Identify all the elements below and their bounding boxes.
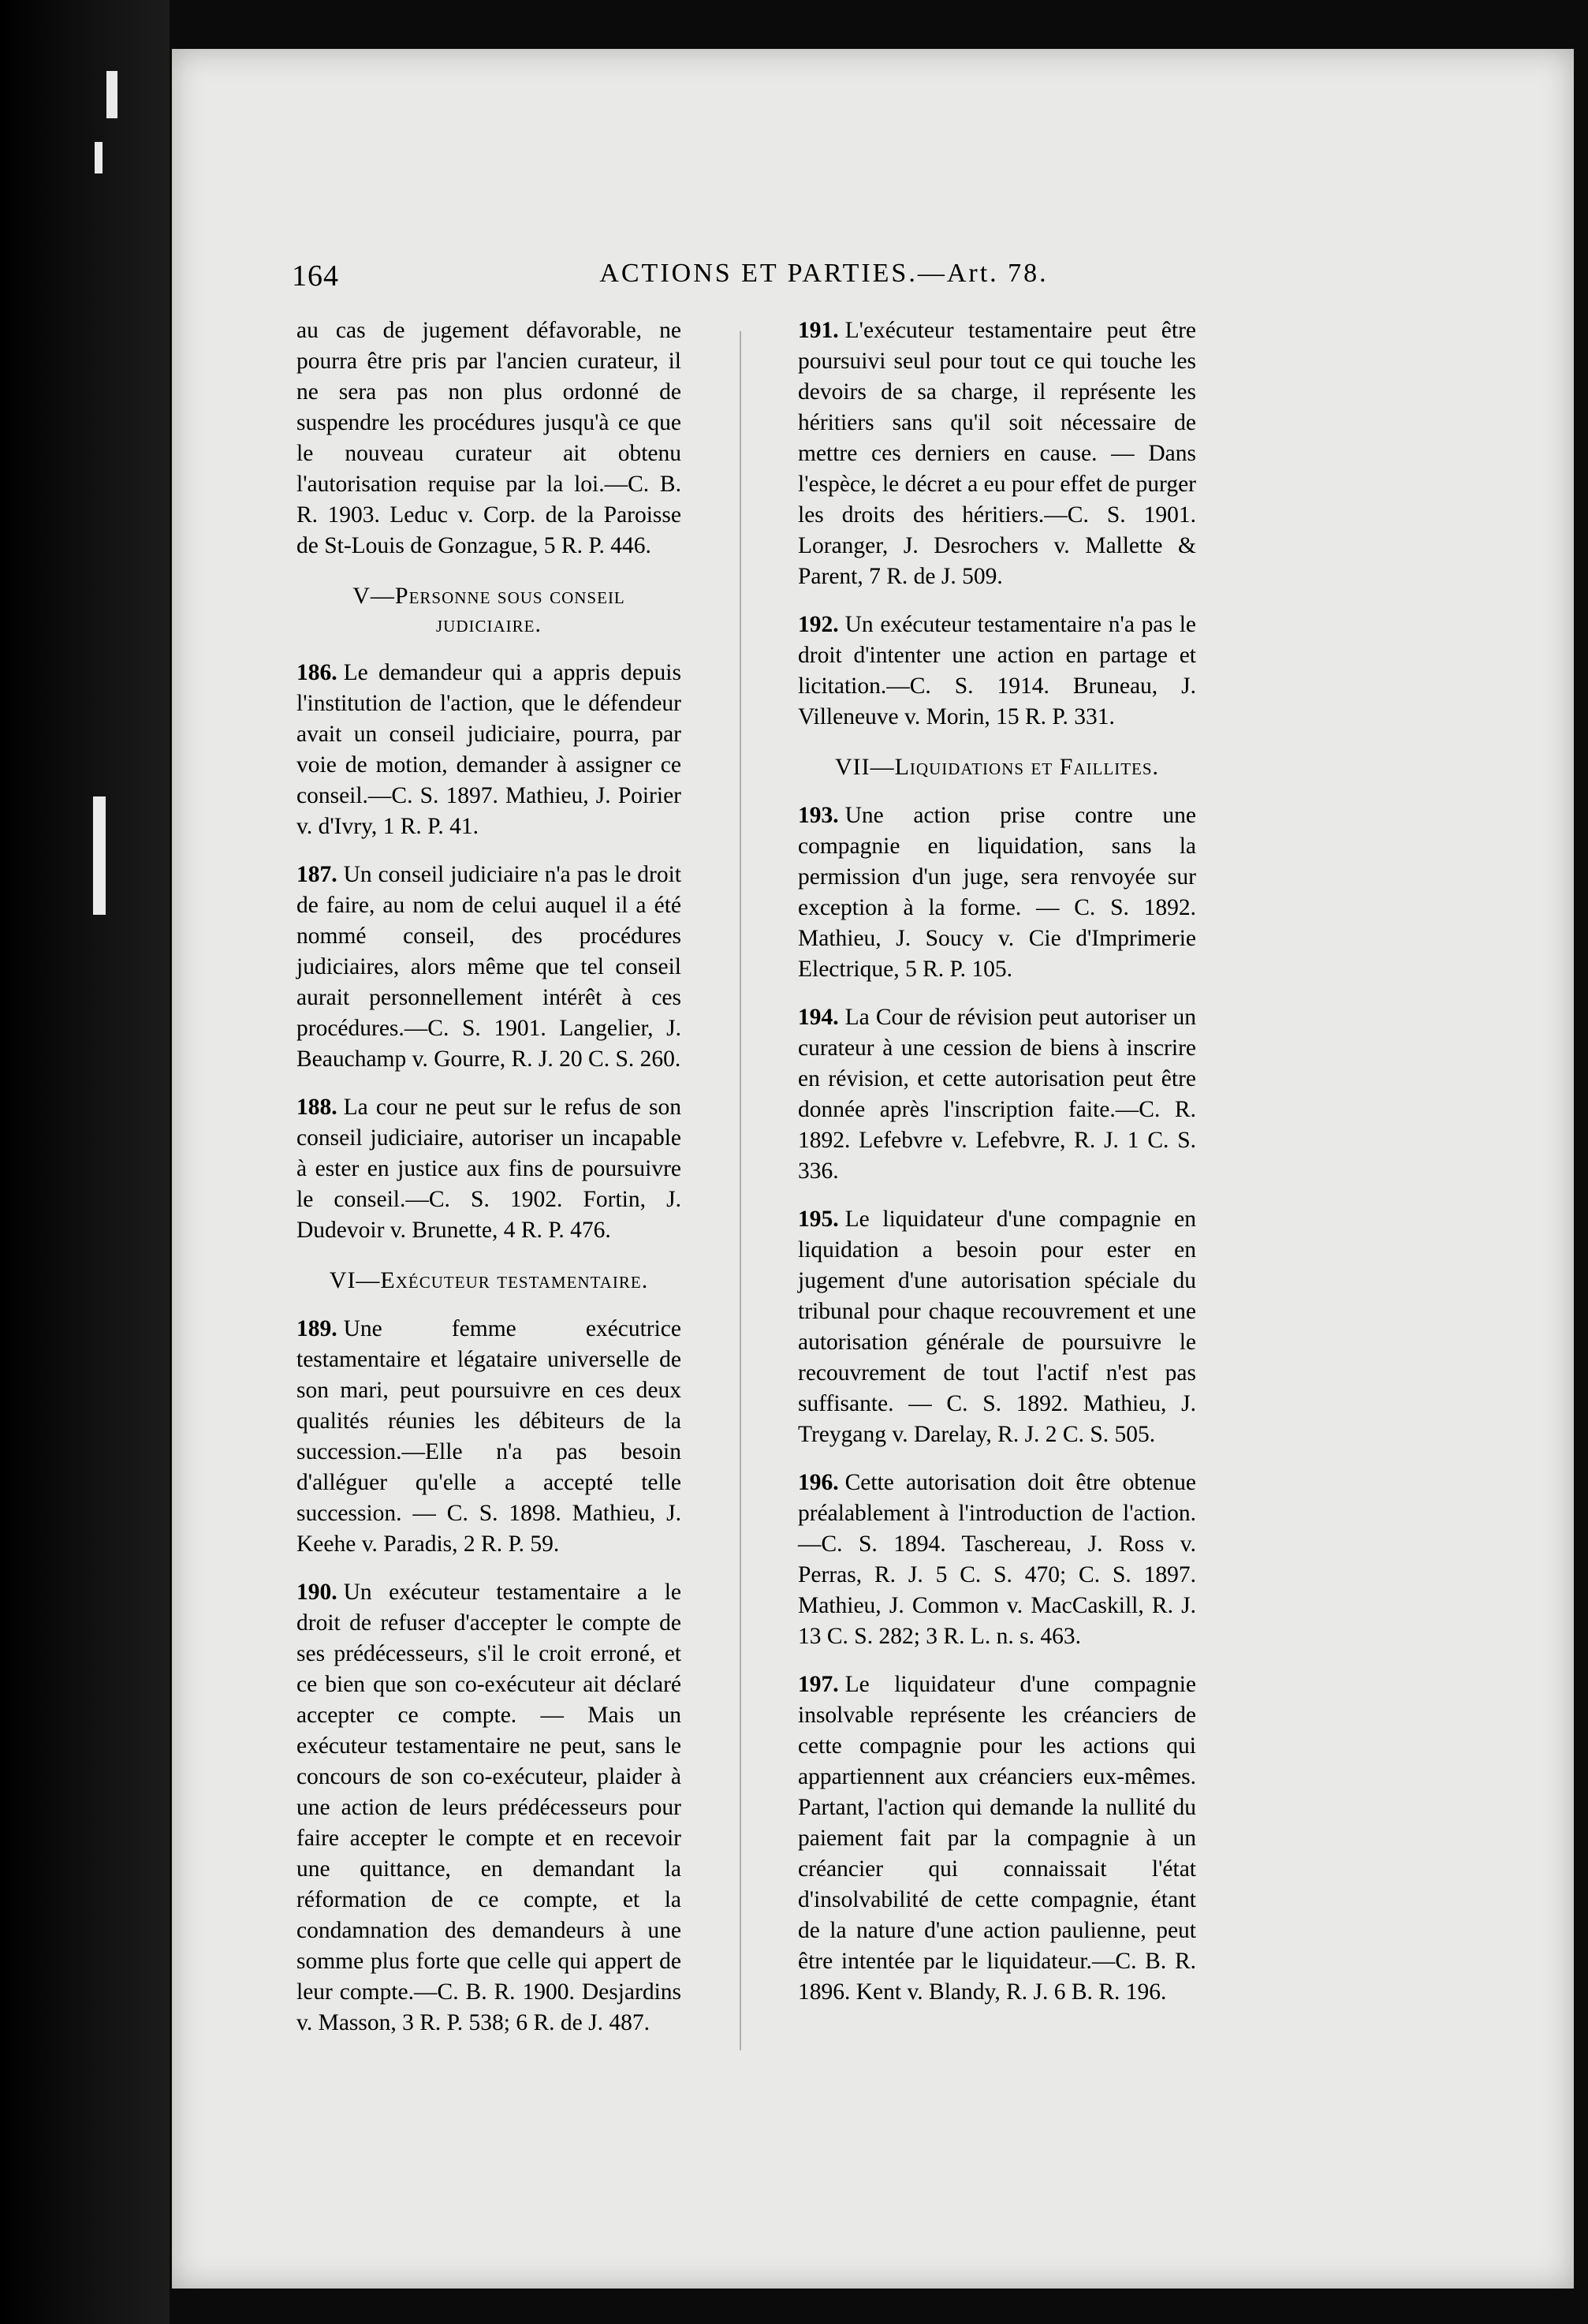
article-number: 191.: [798, 318, 839, 343]
article-number: 189.: [296, 1316, 337, 1341]
running-head-title: ACTIONS ET PARTIES.—Art. 78.: [599, 259, 1049, 288]
article-194: [798, 1002, 1196, 1187]
left-column: [296, 315, 681, 2056]
article-195: [798, 1204, 1196, 1450]
article-number: 193.: [798, 803, 839, 828]
article-text: Un exécuteur testamentaire n'a pas le droit d'intenter une action en partage et licitation.—C. S. 1914. Bruneau, J. Villeneuve v. Morin, 15 R. P. 331.: [798, 612, 1196, 729]
article-text: Une action prise contre une compagnie en liquidation, sans la permission d'un juge, sera renvoyée sur exception à la forme. — C. S. 1892. Mathieu, J. Soucy v. Cie d'Imprimerie Electrique, 5 R. P. 105.: [798, 803, 1196, 982]
article-number: 192.: [798, 612, 839, 637]
article-number: 196.: [798, 1470, 839, 1495]
section-heading-vii: VII—Liquidations et Faillites.: [834, 754, 1160, 780]
article-number: 195.: [798, 1207, 839, 1232]
film-mark-top: [106, 71, 117, 118]
article-191: [798, 315, 1196, 592]
article-186: [296, 658, 681, 842]
article-text: L'exécuteur testamentaire peut être poursuivi seul pour tout ce qui touche les devoirs de sa charge, il représente les héritiers sans qu'il soit nécessaire de mettre ces derniers en cause. — Dans l'espèce, le décret a eu pour effet de purger les droits des héritiers.—C. S. 1901. Loranger, J. Desrochers v. Mallette & Parent, 7 R. de J. 509.: [798, 318, 1196, 589]
section-heading-vi: VI—Exécuteur testamentaire.: [329, 1267, 649, 1293]
section-heading-v: V—Personne sous conseil judiciaire.: [352, 583, 625, 637]
article-187: [296, 860, 681, 1075]
right-column: [798, 315, 1196, 2025]
film-mark-upper: [95, 142, 103, 173]
article-189: [296, 1314, 681, 1560]
article-number: 190.: [296, 1580, 337, 1605]
article-text: La Cour de révision peut autoriser un curateur à une cession de biens à inscrire en révision, et cette autorisation peut être donnée après l'inscription faite.—C. R. 1892. Lefebvre v. Lefebvre, R. J. 1 C. S. 336.: [798, 1005, 1196, 1184]
article-188: [296, 1092, 681, 1246]
page-number: 164: [292, 259, 339, 293]
article-number: 197.: [798, 1672, 839, 1697]
article-197: [798, 1669, 1196, 2008]
continued-paragraph: au cas de jugement défavorable, ne pourra être pris par l'ancien curateur, il ne sera pas non plus ordonné de suspendre les procédures jusqu'à ce que le nouveau curateur ait obtenu l'autorisation requise par la loi.—C. B. R. 1903. Leduc v. Corp. de la Paroisse de St-Louis de Gonzague, 5 R. P. 446.: [296, 318, 681, 558]
article-text: Un conseil judiciaire n'a pas le droit de faire, au nom de celui auquel il a été nommé conseil, des procédures judiciaires, alors même que tel conseil aurait personnellement intérêt à ces procédures.—C. S. 1901. Langelier, J. Beauchamp v. Gourre, R. J. 20 C. S. 260.: [296, 862, 681, 1072]
running-head: [292, 251, 1206, 298]
column-divider: [740, 331, 741, 2050]
film-mark-middle: [93, 796, 106, 915]
article-192: [798, 610, 1196, 733]
article-number: 188.: [296, 1095, 337, 1120]
article-196: [798, 1468, 1196, 1652]
article-text: Le liquidateur d'une compagnie insolvable représente les créanciers de cette compagnie pour les actions qui appartiennent aux créanciers eux-mêmes. Partant, l'action qui demande la nullité du paiement fait par la compagnie à un créancier qui connaissait l'état d'insolvabilité de cette compagnie, étant de la nature d'une action paulienne, peut être intentée par le liquidateur.—C. B. R. 1896. Kent v. Blandy, R. J. 6 B. R. 196.: [798, 1672, 1196, 2005]
article-number: 186.: [296, 660, 337, 685]
article-text: Un exécuteur testamentaire a le droit de refuser d'accepter le compte de ses prédécesseurs, s'il le croit erroné, et ce bien que son co-exécuteur ait déclaré accepter ce compte. — Mais un exécuteur testamentaire ne peut, sans le concours de son co-exécuteur, plaider à une action de leurs prédécesseurs pour faire accepter le compte et en recevoir une quittance, en demandant la réformation de ce compte, et la condamnation des demandeurs à une somme plus forte que celle qui appert de leur compte.—C. B. R. 1900. Desjardins v. Masson, 3 R. P. 538; 6 R. de J. 487.: [296, 1580, 681, 2035]
article-text: Le demandeur qui a appris depuis l'institution de l'action, que le défendeur avait un conseil judiciaire, pourra, par voie de motion, demander à assigner ce conseil.—C. S. 1897. Mathieu, J. Poirier v. d'Ivry, 1 R. P. 41.: [296, 660, 681, 839]
article-text: Cette autorisation doit être obtenue préalablement à l'introduction de l'action.—C. S. 1894. Taschereau, J. Ross v. Perras, R. J. 5 C. S. 470; C. S. 1897. Mathieu, J. Common v. MacCaskill, R. J. 13 C. S. 282; 3 R. L. n. s. 463.: [798, 1470, 1196, 1649]
article-number: 194.: [798, 1005, 839, 1030]
article-193: [798, 800, 1196, 985]
article-text: La cour ne peut sur le refus de son conseil judiciaire, autoriser un incapable à ester en justice aux fins de poursuivre le conseil.—C. S. 1902. Fortin, J. Dudevoir v. Brunette, 4 R. P. 476.: [296, 1095, 681, 1243]
article-190: [296, 1577, 681, 2039]
microfilm-edge: [0, 0, 170, 2324]
article-number: 187.: [296, 862, 337, 887]
article-text: Le liquidateur d'une compagnie en liquidation a besoin pour ester en jugement d'une autorisation spéciale du tribunal pour chaque recouvrement et une autorisation générale de poursuivre le recouvrement de tout l'actif n'est pas suffisante. — C. S. 1892. Mathieu, J. Treygang v. Darelay, R. J. 2 C. S. 505.: [798, 1207, 1196, 1447]
article-text: Une femme exécutrice testamentaire et légataire universelle de son mari, peut poursuivre en ces deux qualités réunies les débiteurs de la succession.—Elle n'a pas besoin d'alléguer qu'elle a accepté telle succession. — C. S. 1898. Mathieu, J. Keehe v. Paradis, 2 R. P. 59.: [296, 1316, 681, 1557]
